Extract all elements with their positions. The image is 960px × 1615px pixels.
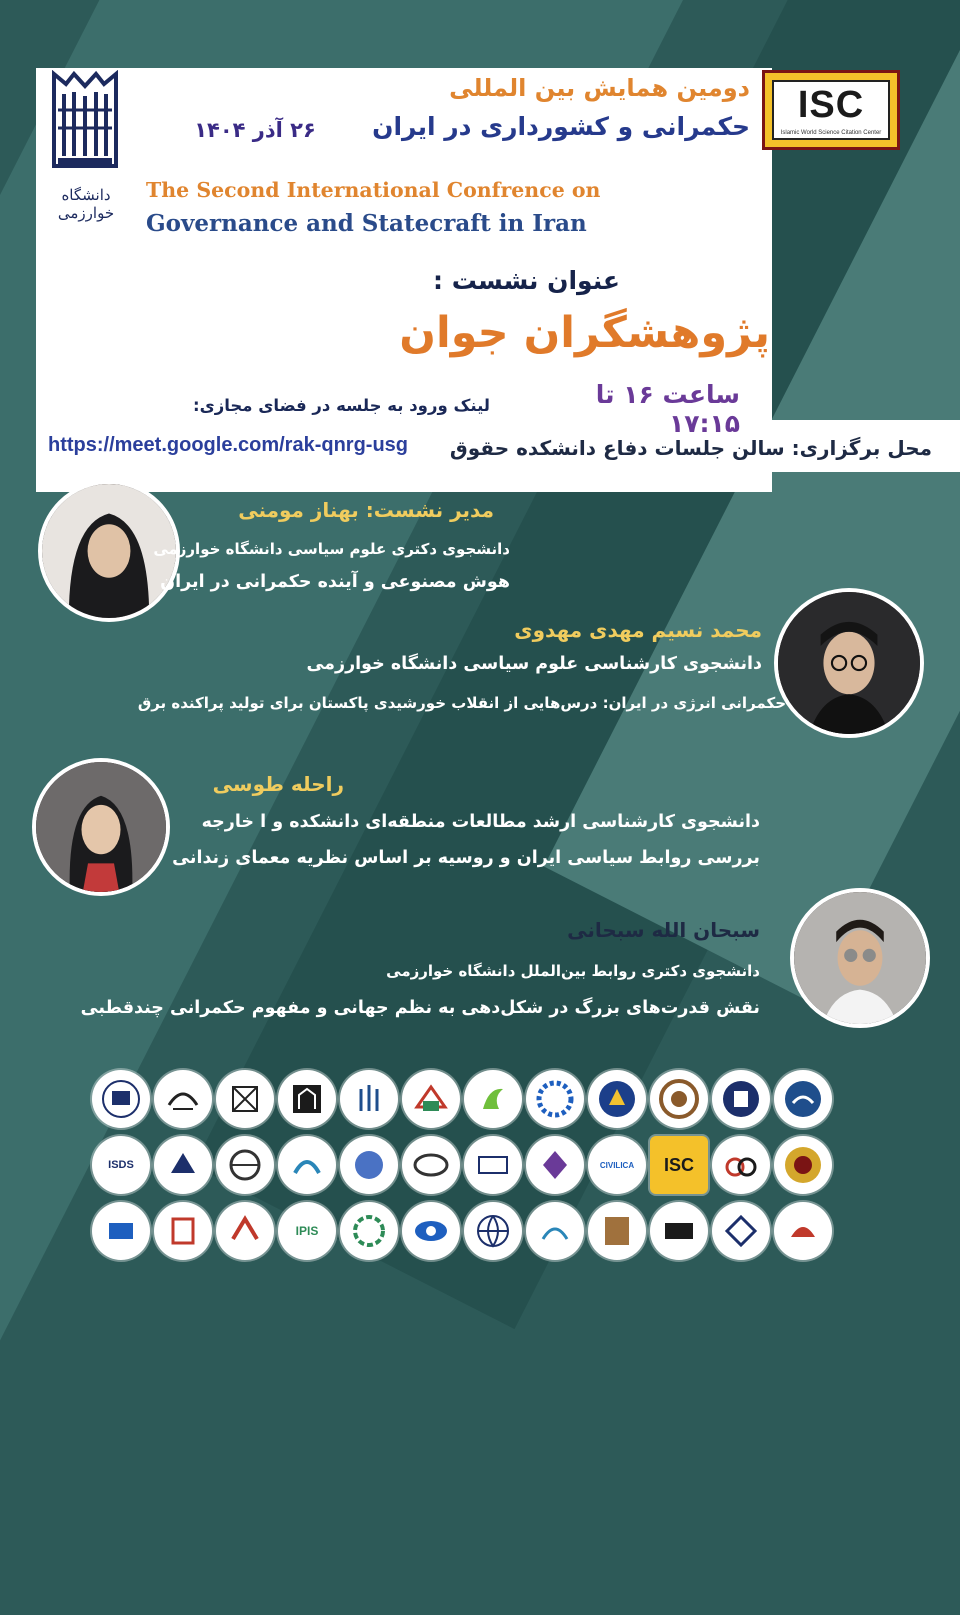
partner-logo: [216, 1070, 274, 1128]
university-name: دانشگاه خوارزمی: [57, 186, 115, 222]
partner-logo: [216, 1136, 274, 1194]
partner-logo: [154, 1070, 212, 1128]
partner-logo: [92, 1202, 150, 1260]
speaker-4-topic: نقش قدرت‌های بزرگ در شکل‌دهی به نظم جهانی و مفهوم حکمرانی چندقطبی: [80, 998, 760, 1018]
partner-logo-text: ISDS: [108, 1159, 134, 1171]
partner-logo: [588, 1070, 646, 1128]
session-time: ساعت ۱۶ تا ۱۷:۱۵: [595, 380, 740, 438]
speaker-2-affiliation: دانشجوی کارشناسی علوم سیاسی دانشگاه خوارزمی: [306, 654, 762, 674]
partner-logo: [526, 1202, 584, 1260]
globe-icon: [464, 1202, 522, 1260]
speaker-3-affiliation: دانشجوی کارشناسی ارشد مطالعات منطقه‌ای دانشکده و ا خارجه: [201, 812, 760, 832]
speaker-1-affiliation: دانشجوی دکتری علوم سیاسی دانشگاه خوارزمی: [153, 540, 510, 558]
partner-logo: [92, 1070, 150, 1128]
meeting-link[interactable]: https://meet.google.com/rak-qnrg-usg: [48, 434, 409, 456]
speaker-1-name: مدیر نشست: بهناز مومنی: [238, 498, 494, 522]
conference-title-en-line2: Governance and Statecraft in Iran: [146, 210, 587, 237]
speaker-3-name: راحله طوسی: [212, 772, 344, 796]
conference-title-fa-line1: دومین همایش بین المللی: [449, 74, 750, 102]
speaker-photo-2: [774, 588, 924, 738]
partner-logo: [526, 1136, 584, 1194]
speaker-2-name: محمد نسیم مهدی مهدوی: [514, 618, 762, 642]
partner-logo-civilica: [588, 1136, 646, 1194]
partner-logo-text: IPIS: [295, 1224, 319, 1238]
conference-date: ۲۶ آذر ۱۴۰۴: [194, 118, 316, 142]
conference-title-en-line1: The Second International Confrence on: [146, 178, 601, 202]
speaker-4-name: سبحان الله سبحانی: [567, 918, 760, 942]
partner-logo-isc: [650, 1136, 708, 1194]
partner-logo: [154, 1202, 212, 1260]
conference-title-fa-line2: حکمرانی و کشورداری در ایران: [372, 112, 750, 141]
session-label: عنوان نشست :: [433, 266, 620, 295]
partner-logo-text: ISC: [663, 1154, 694, 1175]
session-title: پژوهشگران جوان: [399, 308, 770, 358]
isc-logo-subtitle: Islamic World Science Citation Center: [780, 130, 882, 136]
speaker-photo-3: [32, 758, 170, 896]
partner-logo-ipis: [278, 1202, 336, 1260]
partner-logo: [340, 1202, 398, 1260]
partner-logo: [526, 1070, 584, 1128]
partner-logo-isds: [92, 1136, 150, 1194]
partner-logo: [774, 1070, 832, 1128]
partner-logo: [340, 1136, 398, 1194]
venue: محل برگزاری: سالن جلسات دفاع دانشکده حقوق: [449, 436, 932, 460]
partner-logo: [464, 1070, 522, 1128]
partner-logo: [402, 1202, 460, 1260]
partner-logo: [402, 1136, 460, 1194]
partner-logo: [650, 1070, 708, 1128]
partner-logo: [464, 1136, 522, 1194]
partner-logo: [712, 1070, 770, 1128]
partner-logo: [340, 1070, 398, 1128]
partner-logo: [650, 1202, 708, 1260]
partner-logo: [774, 1136, 832, 1194]
speaker-2-topic: حکمرانی انرژی در ایران: درس‌هایی از انقلاب خورشیدی پاکستان برای تولید پراکنده برق: [137, 694, 786, 712]
speaker-3-topic: بررسی روابط سیاسی ایران و روسیه بر اساس نظریه معمای زندانی: [172, 848, 760, 868]
partner-logo: [216, 1202, 274, 1260]
partner-logo: [774, 1202, 832, 1260]
partner-logos: [92, 1068, 872, 1268]
partner-logo: [588, 1202, 646, 1260]
partner-logo: [154, 1136, 212, 1194]
partner-logo: [712, 1202, 770, 1260]
isc-logo-letters: ISC: [797, 84, 865, 126]
speaker-1-topic: هوش مصنوعی و آینده حکمرانی در ایران: [160, 572, 510, 592]
partner-logo: [278, 1070, 336, 1128]
partner-logo: [402, 1070, 460, 1128]
partner-logo: [712, 1136, 770, 1194]
meeting-link-label: لینک ورود به جلسه در فضای مجازی:: [193, 396, 490, 415]
isc-logo: [762, 70, 900, 150]
partner-logo: [278, 1136, 336, 1194]
speaker-photo-4: [790, 888, 930, 1028]
partner-logo-text: CIVILICA: [599, 1160, 635, 1170]
speaker-4-affiliation: دانشجوی دکتری روابط بین‌الملل دانشگاه خوارزمی: [386, 962, 760, 980]
